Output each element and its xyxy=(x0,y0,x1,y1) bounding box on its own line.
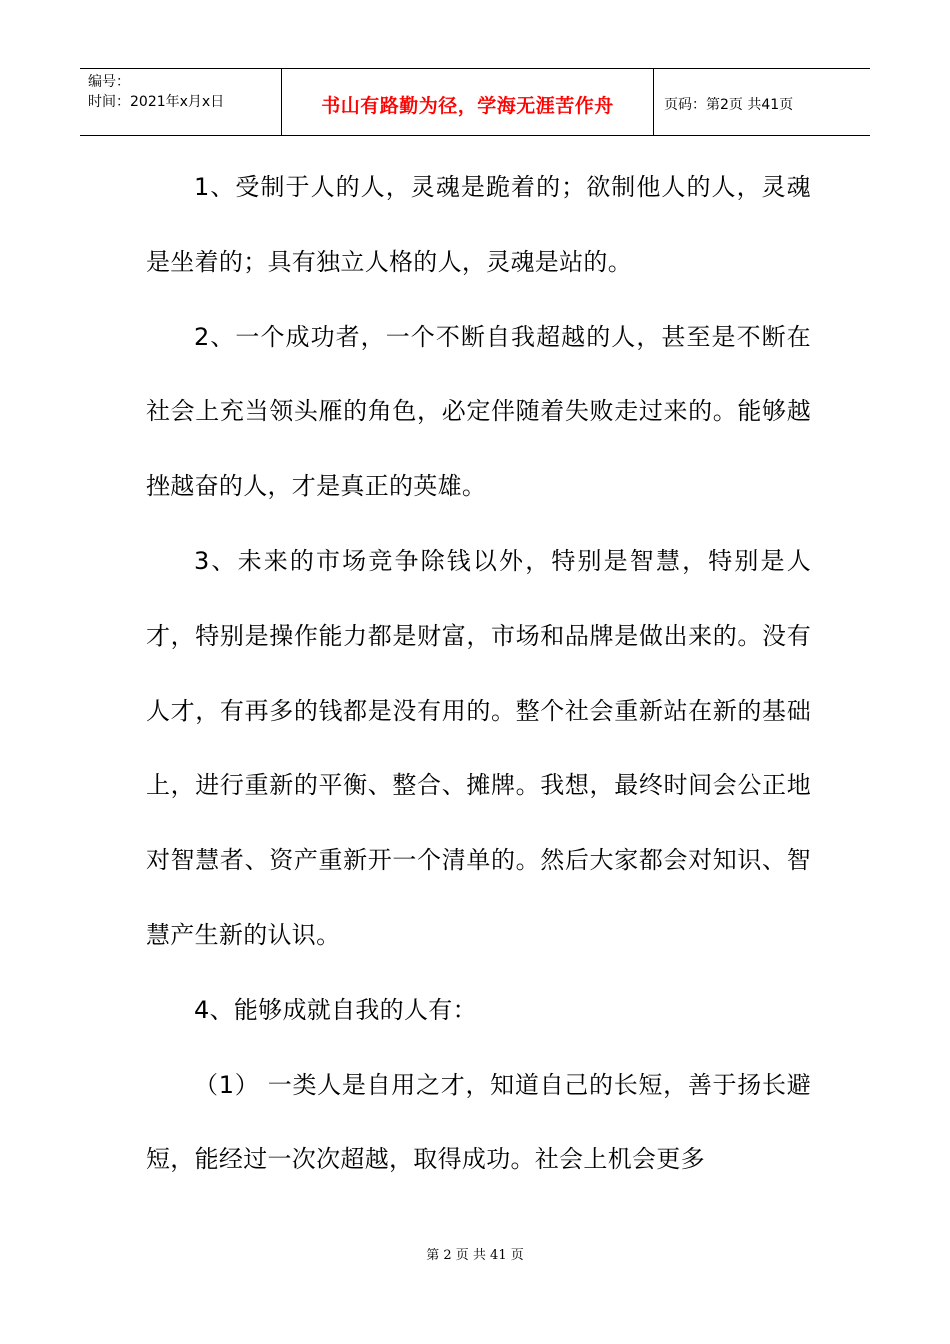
page-footer: 第 2 页 共 41 页 xyxy=(426,1248,524,1263)
document-number-label: 编号： xyxy=(88,74,130,90)
paragraph-1: 1、受制于人的人，灵魂是跪着的；欲制他人的人，灵魂是坐着的；具有独立人格的人，灵魂是站的。 xyxy=(146,173,811,276)
header-page-info: 页码：第2页 共41页 xyxy=(664,97,794,113)
header-motto: 书山有路勤为径，学海无涯苦作舟 xyxy=(282,69,654,135)
paragraph-3: 3、未来的市场竞争除钱以外，特别是智慧，特别是人才，特别是操作能力都是财富，市场和品牌是做出来的。没有人才，有再多的钱都是没有用的。整个社会重新站在新的基础上，进行重新的平衡、整合、摊牌。我想，最终时间会公正地对智慧者、资产重新开一个清单的。然后大家都会对知识、智慧产生新的认识。 xyxy=(146,546,811,949)
document-date-label: 时间：2021年x月x日 xyxy=(88,94,225,110)
paragraph-2: 2、一个成功者，一个不断自我超越的人，甚至是不断在社会上充当领头雁的角色，必定伴随着失败走过来的。能够越挫越奋的人，才是真正的英雄。 xyxy=(146,322,811,501)
header-meta-cell xyxy=(80,69,282,135)
document-body xyxy=(146,150,811,1197)
paragraph-5: （1） 一类人是自用之才，知道自己的长短，善于扬长避短，能经过一次次超越，取得成功。社会上机会更多 xyxy=(146,1070,811,1174)
paragraph-4: 4、能够成就自我的人有： xyxy=(194,995,477,1024)
page-header xyxy=(80,68,870,136)
